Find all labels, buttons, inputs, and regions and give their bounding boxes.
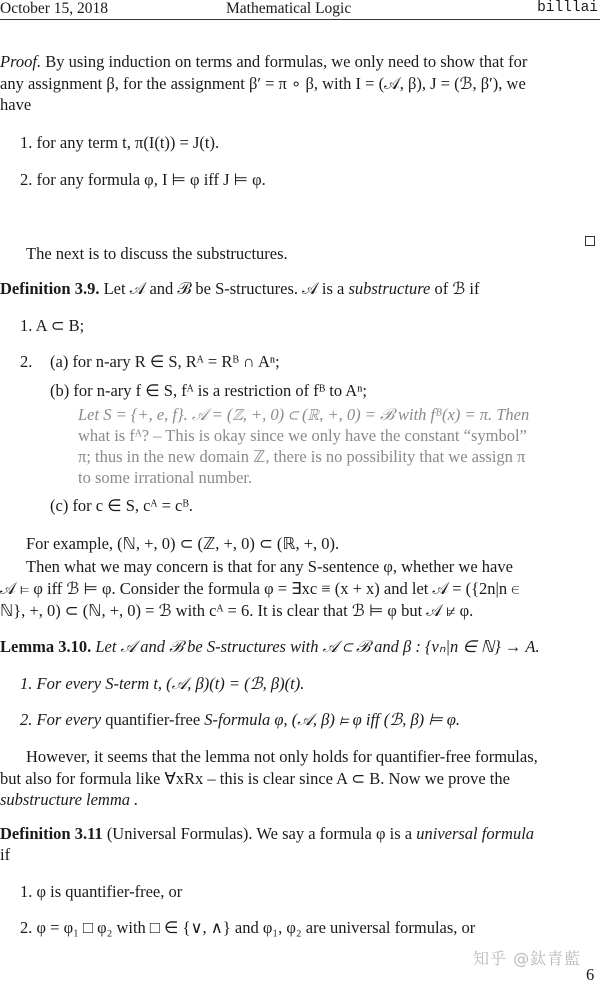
remark-line-1: Let S = {+, e, f}. 𝒜 = (ℤ, +, 0) ⊂ (ℝ, +, 0) = ℬ with fᴮ(x) = π. Then bbox=[78, 405, 530, 424]
however-line-1: However, it seems that the lemma not only holds for quantifier-free formulas, bbox=[26, 747, 538, 766]
definition-3-9-heading: Definition 3.9. Let 𝒜 and ℬ be S-structures. 𝒜 is a substructure of ℬ if bbox=[0, 279, 480, 298]
example-line-1: For example, (ℕ, +, 0) ⊂ (ℤ, +, 0) ⊂ (ℝ, +, 0). bbox=[26, 534, 340, 553]
remark-line-2: what is fᴬ? – This is okay since we only have the constant “symbol” bbox=[78, 426, 527, 445]
however-line-3: substructure lemma . bbox=[0, 790, 139, 809]
proof-item-2: 2. for any formula φ, I ⊨ φ iff J ⊨ φ. bbox=[20, 170, 266, 189]
qed-icon bbox=[585, 236, 595, 246]
proof-line-1: Proof. By using induction on terms and formulas, we only need to show that for bbox=[0, 52, 528, 71]
watermark: 知乎 @鈦青藍 bbox=[473, 949, 582, 968]
example-line-3: 𝒜 ⊨ φ iff ℬ ⊨ φ. Consider the formula φ = ∃xc ≡ (x + x) and let 𝒜 = ({2n|n ∈ bbox=[0, 579, 520, 598]
running-header bbox=[0, 0, 600, 18]
definition-3-9-item-1: 1. A ⊂ B; bbox=[20, 316, 85, 335]
lemma-3-10-heading: Lemma 3.10. Let 𝒜 and ℬ be S-structures with 𝒜 ⊂ ℬ and β : {vₙ|n ∈ ℕ} → A. bbox=[0, 637, 540, 656]
header-author: billlai bbox=[537, 0, 598, 16]
transition-text: The next is to discuss the substructures. bbox=[26, 244, 288, 263]
page-number: 6 bbox=[586, 965, 595, 984]
definition-3-9-item-2a: (a) for n-ary R ∈ S, Rᴬ = Rᴮ ∩ Aⁿ; bbox=[50, 352, 280, 371]
however-line-2: but also for formula like ∀xRx – this is clear since A ⊂ B. Now we prove the bbox=[0, 769, 510, 788]
header-title: Mathematical Logic bbox=[226, 0, 352, 17]
example-line-2: Then what we may concern is that for any S-sentence φ, whether we have bbox=[26, 557, 513, 576]
proof-line-2: any assignment β, for the assignment β′ = π ∘ β, with I = (𝒜, β), J = (ℬ, β′), we bbox=[0, 74, 526, 93]
definition-3-9-item-2b: (b) for n-ary f ∈ S, fᴬ is a restriction of fᴮ to Aⁿ; bbox=[50, 381, 368, 400]
definition-3-11-line-2: if bbox=[0, 845, 11, 864]
header-rule bbox=[0, 19, 600, 20]
definition-3-11-item-2: 2. φ = φ₁ □ φ₂ with □ ∈ {∨, ∧} and φ₁, φ₂ are universal formulas, or bbox=[20, 918, 476, 937]
lemma-3-10-item-2: 2. For every quantifier-free S-formula φ, (𝒜, β) ⊨ φ iff (ℬ, β) ⊨ φ. bbox=[20, 710, 461, 729]
example-line-4: ℕ}, +, 0) ⊂ (ℕ, +, 0) = ℬ with cᴬ = 6. It is clear that ℬ ⊨ φ but 𝒜 ⊭ φ. bbox=[0, 601, 474, 620]
definition-3-11-heading: Definition 3.11 (Universal Formulas). We say a formula φ is a universal formula bbox=[0, 824, 535, 843]
remark-line-3: π; thus in the new domain ℤ, there is no possibility that we assign π bbox=[78, 447, 526, 466]
proof-item-1: 1. for any term t, π(I(t)) = J(t). bbox=[20, 133, 220, 152]
proof-label: Proof. bbox=[0, 52, 42, 71]
proof-line-3: have bbox=[0, 95, 32, 114]
definition-3-9-item-2-number: 2. bbox=[20, 352, 33, 371]
remark-line-4: to some irrational number. bbox=[78, 468, 253, 487]
definition-3-11-item-1: 1. φ is quantifier-free, or bbox=[20, 882, 183, 901]
definition-3-9-item-2c: (c) for c ∈ S, cᴬ = cᴮ. bbox=[50, 496, 193, 515]
lemma-3-10-item-1: 1. For every S-term t, (𝒜, β)(t) = (ℬ, β)(t). bbox=[20, 674, 305, 693]
header-date: October 15, 2018 bbox=[0, 0, 109, 17]
